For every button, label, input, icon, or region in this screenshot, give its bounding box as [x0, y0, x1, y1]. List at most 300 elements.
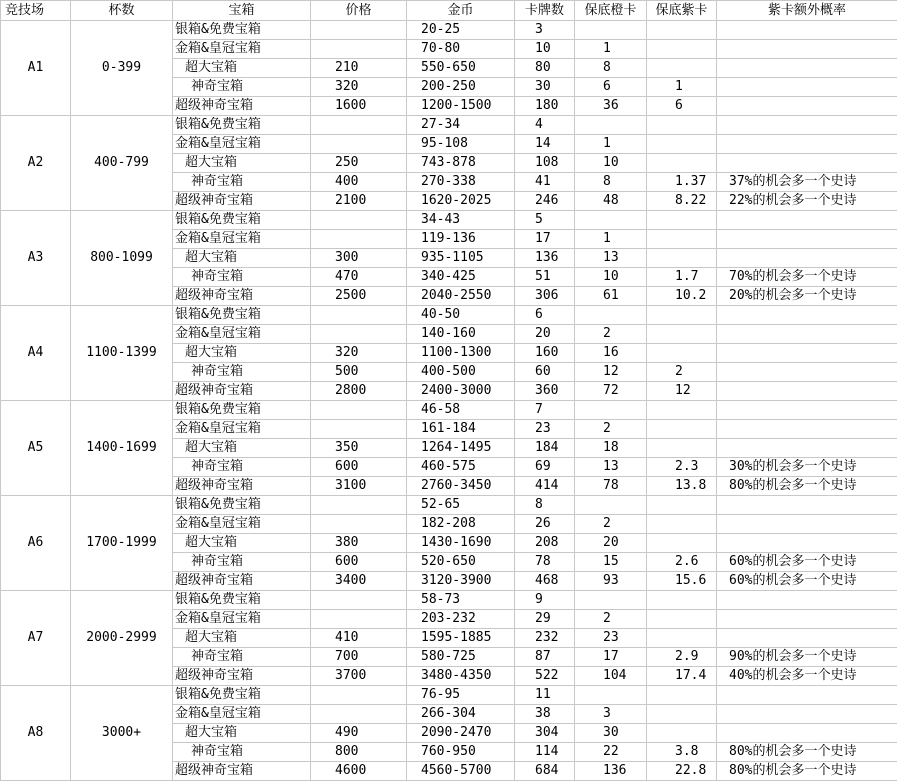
cards-cell: 9 — [515, 591, 575, 610]
extra-cell — [717, 610, 897, 629]
table-row — [1, 306, 897, 325]
orange-cell: 104 — [575, 667, 647, 686]
box-cell: 金箱&皇冠宝箱 — [173, 230, 311, 249]
purple-cell — [647, 686, 717, 705]
box-cell: 超大宝箱 — [173, 344, 311, 363]
extra-cell — [717, 135, 897, 154]
cards-cell: 60 — [515, 363, 575, 382]
table-row — [1, 496, 897, 515]
price-cell — [311, 306, 407, 325]
gold-cell: 34-43 — [407, 211, 515, 230]
gold-cell: 2040-2550 — [407, 287, 515, 306]
gold-cell: 161-184 — [407, 420, 515, 439]
purple-cell — [647, 211, 717, 230]
purple-cell — [647, 629, 717, 648]
cards-cell: 306 — [515, 287, 575, 306]
extra-cell — [717, 211, 897, 230]
price-cell — [311, 116, 407, 135]
orange-cell — [575, 306, 647, 325]
purple-cell — [647, 249, 717, 268]
gold-cell: 935-1105 — [407, 249, 515, 268]
extra-cell — [717, 154, 897, 173]
box-cell: 银箱&免费宝箱 — [173, 116, 311, 135]
extra-cell — [717, 591, 897, 610]
gold-cell: 3480-4350 — [407, 667, 515, 686]
box-cell: 金箱&皇冠宝箱 — [173, 420, 311, 439]
orange-cell — [575, 211, 647, 230]
extra-cell: 80%的机会多一个史诗 — [717, 762, 897, 781]
box-cell: 金箱&皇冠宝箱 — [173, 40, 311, 59]
purple-cell: 2 — [647, 363, 717, 382]
price-cell: 250 — [311, 154, 407, 173]
cups-cell: 1100-1399 — [71, 306, 173, 401]
header-arena: 竞技场 — [1, 1, 71, 21]
box-cell: 银箱&免费宝箱 — [173, 211, 311, 230]
orange-cell: 12 — [575, 363, 647, 382]
box-cell: 金箱&皇冠宝箱 — [173, 610, 311, 629]
purple-cell: 2.6 — [647, 553, 717, 572]
extra-cell: 40%的机会多一个史诗 — [717, 667, 897, 686]
box-cell: 神奇宝箱 — [173, 648, 311, 667]
cards-cell: 51 — [515, 268, 575, 287]
orange-cell: 22 — [575, 743, 647, 762]
arena-cell: A7 — [1, 591, 71, 686]
gold-cell: 4560-5700 — [407, 762, 515, 781]
price-cell — [311, 515, 407, 534]
extra-cell — [717, 306, 897, 325]
cups-cell: 3000+ — [71, 686, 173, 781]
arena-cell: A6 — [1, 496, 71, 591]
orange-cell: 13 — [575, 458, 647, 477]
box-cell: 神奇宝箱 — [173, 553, 311, 572]
box-cell: 超级神奇宝箱 — [173, 192, 311, 211]
box-cell: 超大宝箱 — [173, 59, 311, 78]
purple-cell: 2.9 — [647, 648, 717, 667]
purple-cell: 13.8 — [647, 477, 717, 496]
cups-cell: 800-1099 — [71, 211, 173, 306]
extra-cell — [717, 420, 897, 439]
extra-cell — [717, 325, 897, 344]
cards-cell: 180 — [515, 97, 575, 116]
purple-cell — [647, 705, 717, 724]
gold-cell: 27-34 — [407, 116, 515, 135]
header-price: 价格 — [311, 1, 407, 21]
box-cell: 超级神奇宝箱 — [173, 477, 311, 496]
header-extra: 紫卡额外概率 — [717, 1, 897, 21]
purple-cell: 1 — [647, 78, 717, 97]
orange-cell: 2 — [575, 515, 647, 534]
cards-cell: 69 — [515, 458, 575, 477]
cards-cell: 468 — [515, 572, 575, 591]
price-cell: 1600 — [311, 97, 407, 116]
box-cell: 金箱&皇冠宝箱 — [173, 135, 311, 154]
purple-cell — [647, 439, 717, 458]
gold-cell: 1200-1500 — [407, 97, 515, 116]
extra-cell — [717, 40, 897, 59]
box-cell: 超大宝箱 — [173, 154, 311, 173]
price-cell — [311, 496, 407, 515]
arena-cell: A2 — [1, 116, 71, 211]
orange-cell: 8 — [575, 173, 647, 192]
box-cell: 银箱&免费宝箱 — [173, 496, 311, 515]
cards-cell: 80 — [515, 59, 575, 78]
price-cell — [311, 230, 407, 249]
purple-cell — [647, 724, 717, 743]
purple-cell — [647, 496, 717, 515]
orange-cell: 48 — [575, 192, 647, 211]
gold-cell: 95-108 — [407, 135, 515, 154]
arena-cell: A8 — [1, 686, 71, 781]
price-cell: 4600 — [311, 762, 407, 781]
cards-cell: 26 — [515, 515, 575, 534]
extra-cell: 80%的机会多一个史诗 — [717, 477, 897, 496]
purple-cell: 1.7 — [647, 268, 717, 287]
orange-cell: 3 — [575, 705, 647, 724]
box-cell: 神奇宝箱 — [173, 458, 311, 477]
box-cell: 超大宝箱 — [173, 534, 311, 553]
box-cell: 神奇宝箱 — [173, 363, 311, 382]
cards-cell: 7 — [515, 401, 575, 420]
box-cell: 银箱&免费宝箱 — [173, 401, 311, 420]
gold-cell: 1595-1885 — [407, 629, 515, 648]
price-cell: 3100 — [311, 477, 407, 496]
gold-cell: 119-136 — [407, 230, 515, 249]
box-cell: 神奇宝箱 — [173, 743, 311, 762]
extra-cell: 90%的机会多一个史诗 — [717, 648, 897, 667]
purple-cell: 12 — [647, 382, 717, 401]
orange-cell: 2 — [575, 325, 647, 344]
cards-cell: 414 — [515, 477, 575, 496]
orange-cell: 10 — [575, 268, 647, 287]
gold-cell: 200-250 — [407, 78, 515, 97]
price-cell — [311, 325, 407, 344]
purple-cell — [647, 40, 717, 59]
orange-cell: 72 — [575, 382, 647, 401]
cards-cell: 20 — [515, 325, 575, 344]
extra-cell — [717, 116, 897, 135]
box-cell: 金箱&皇冠宝箱 — [173, 325, 311, 344]
price-cell — [311, 686, 407, 705]
arena-cell: A3 — [1, 211, 71, 306]
orange-cell: 16 — [575, 344, 647, 363]
header-cards: 卡牌数 — [515, 1, 575, 21]
box-cell: 银箱&免费宝箱 — [173, 686, 311, 705]
purple-cell — [647, 534, 717, 553]
box-cell: 超级神奇宝箱 — [173, 572, 311, 591]
header-cups: 杯数 — [71, 1, 173, 21]
extra-cell — [717, 724, 897, 743]
gold-cell: 182-208 — [407, 515, 515, 534]
orange-cell: 1 — [575, 230, 647, 249]
gold-cell: 2090-2470 — [407, 724, 515, 743]
orange-cell: 2 — [575, 420, 647, 439]
orange-cell — [575, 591, 647, 610]
orange-cell: 61 — [575, 287, 647, 306]
purple-cell: 8.22 — [647, 192, 717, 211]
header-gold: 金币 — [407, 1, 515, 21]
purple-cell — [647, 420, 717, 439]
gold-cell: 550-650 — [407, 59, 515, 78]
orange-cell — [575, 116, 647, 135]
orange-cell — [575, 21, 647, 40]
cards-cell: 232 — [515, 629, 575, 648]
extra-cell — [717, 515, 897, 534]
price-cell: 300 — [311, 249, 407, 268]
price-cell — [311, 401, 407, 420]
extra-cell — [717, 439, 897, 458]
cards-cell: 208 — [515, 534, 575, 553]
extra-cell — [717, 97, 897, 116]
box-cell: 超大宝箱 — [173, 629, 311, 648]
cards-cell: 184 — [515, 439, 575, 458]
orange-cell: 30 — [575, 724, 647, 743]
price-cell: 3400 — [311, 572, 407, 591]
purple-cell — [647, 135, 717, 154]
gold-cell: 40-50 — [407, 306, 515, 325]
box-cell: 超级神奇宝箱 — [173, 382, 311, 401]
header-orange: 保底橙卡 — [575, 1, 647, 21]
price-cell — [311, 21, 407, 40]
cards-cell: 17 — [515, 230, 575, 249]
orange-cell: 136 — [575, 762, 647, 781]
extra-cell — [717, 249, 897, 268]
price-cell: 3700 — [311, 667, 407, 686]
extra-cell: 70%的机会多一个史诗 — [717, 268, 897, 287]
orange-cell: 1 — [575, 135, 647, 154]
arena-cell: A4 — [1, 306, 71, 401]
box-cell: 超大宝箱 — [173, 249, 311, 268]
cards-cell: 78 — [515, 553, 575, 572]
cards-cell: 8 — [515, 496, 575, 515]
extra-cell: 37%的机会多一个史诗 — [717, 173, 897, 192]
box-cell: 超大宝箱 — [173, 724, 311, 743]
cards-cell: 522 — [515, 667, 575, 686]
price-cell: 210 — [311, 59, 407, 78]
box-cell: 神奇宝箱 — [173, 268, 311, 287]
box-cell: 超级神奇宝箱 — [173, 97, 311, 116]
gold-cell: 1100-1300 — [407, 344, 515, 363]
cards-cell: 160 — [515, 344, 575, 363]
gold-cell: 140-160 — [407, 325, 515, 344]
gold-cell: 1620-2025 — [407, 192, 515, 211]
orange-cell: 2 — [575, 610, 647, 629]
box-cell: 金箱&皇冠宝箱 — [173, 705, 311, 724]
price-cell — [311, 40, 407, 59]
price-cell — [311, 610, 407, 629]
header-row — [1, 1, 897, 21]
box-cell: 超级神奇宝箱 — [173, 667, 311, 686]
purple-cell: 17.4 — [647, 667, 717, 686]
cards-cell: 4 — [515, 116, 575, 135]
cards-cell: 38 — [515, 705, 575, 724]
price-cell — [311, 420, 407, 439]
orange-cell: 36 — [575, 97, 647, 116]
purple-cell — [647, 401, 717, 420]
extra-cell — [717, 382, 897, 401]
cards-cell: 41 — [515, 173, 575, 192]
cards-cell: 3 — [515, 21, 575, 40]
cards-cell: 136 — [515, 249, 575, 268]
price-cell: 2800 — [311, 382, 407, 401]
extra-cell: 80%的机会多一个史诗 — [717, 743, 897, 762]
extra-cell: 22%的机会多一个史诗 — [717, 192, 897, 211]
purple-cell: 6 — [647, 97, 717, 116]
price-cell: 470 — [311, 268, 407, 287]
gold-cell: 20-25 — [407, 21, 515, 40]
table-row — [1, 591, 897, 610]
price-cell: 490 — [311, 724, 407, 743]
gold-cell: 520-650 — [407, 553, 515, 572]
cards-cell: 30 — [515, 78, 575, 97]
extra-cell — [717, 230, 897, 249]
gold-cell: 3120-3900 — [407, 572, 515, 591]
extra-cell — [717, 686, 897, 705]
table-row — [1, 116, 897, 135]
purple-cell: 22.8 — [647, 762, 717, 781]
extra-cell — [717, 363, 897, 382]
price-cell — [311, 211, 407, 230]
box-cell: 超级神奇宝箱 — [173, 287, 311, 306]
cards-cell: 108 — [515, 154, 575, 173]
cards-cell: 246 — [515, 192, 575, 211]
gold-cell: 270-338 — [407, 173, 515, 192]
box-cell: 金箱&皇冠宝箱 — [173, 515, 311, 534]
cards-cell: 684 — [515, 762, 575, 781]
orange-cell: 23 — [575, 629, 647, 648]
box-cell: 超大宝箱 — [173, 439, 311, 458]
price-cell — [311, 135, 407, 154]
price-cell: 600 — [311, 458, 407, 477]
price-cell: 320 — [311, 78, 407, 97]
purple-cell — [647, 59, 717, 78]
orange-cell: 17 — [575, 648, 647, 667]
gold-cell: 2400-3000 — [407, 382, 515, 401]
gold-cell: 743-878 — [407, 154, 515, 173]
box-cell: 超级神奇宝箱 — [173, 762, 311, 781]
price-cell: 380 — [311, 534, 407, 553]
table-header — [1, 1, 897, 21]
box-cell: 银箱&免费宝箱 — [173, 306, 311, 325]
cards-cell: 304 — [515, 724, 575, 743]
orange-cell: 13 — [575, 249, 647, 268]
box-cell: 神奇宝箱 — [173, 173, 311, 192]
gold-cell: 2760-3450 — [407, 477, 515, 496]
extra-cell — [717, 534, 897, 553]
cards-cell: 10 — [515, 40, 575, 59]
gold-cell: 340-425 — [407, 268, 515, 287]
purple-cell — [647, 21, 717, 40]
orange-cell: 15 — [575, 553, 647, 572]
gold-cell: 76-95 — [407, 686, 515, 705]
extra-cell — [717, 344, 897, 363]
purple-cell: 2.3 — [647, 458, 717, 477]
gold-cell: 400-500 — [407, 363, 515, 382]
price-cell: 600 — [311, 553, 407, 572]
cards-cell: 23 — [515, 420, 575, 439]
gold-cell: 203-232 — [407, 610, 515, 629]
purple-cell — [647, 116, 717, 135]
price-cell: 400 — [311, 173, 407, 192]
gold-cell: 70-80 — [407, 40, 515, 59]
box-cell: 银箱&免费宝箱 — [173, 21, 311, 40]
box-cell: 银箱&免费宝箱 — [173, 591, 311, 610]
extra-cell: 30%的机会多一个史诗 — [717, 458, 897, 477]
cards-cell: 11 — [515, 686, 575, 705]
extra-cell — [717, 705, 897, 724]
price-cell: 500 — [311, 363, 407, 382]
purple-cell — [647, 515, 717, 534]
cards-cell: 5 — [515, 211, 575, 230]
purple-cell: 15.6 — [647, 572, 717, 591]
gold-cell: 580-725 — [407, 648, 515, 667]
cards-cell: 29 — [515, 610, 575, 629]
gold-cell: 266-304 — [407, 705, 515, 724]
price-cell: 700 — [311, 648, 407, 667]
gold-cell: 1264-1495 — [407, 439, 515, 458]
purple-cell — [647, 325, 717, 344]
orange-cell: 6 — [575, 78, 647, 97]
table-body — [1, 21, 897, 781]
purple-cell — [647, 591, 717, 610]
cards-cell: 114 — [515, 743, 575, 762]
orange-cell: 78 — [575, 477, 647, 496]
orange-cell: 20 — [575, 534, 647, 553]
gold-cell: 58-73 — [407, 591, 515, 610]
purple-cell — [647, 154, 717, 173]
gold-cell: 52-65 — [407, 496, 515, 515]
price-cell — [311, 705, 407, 724]
purple-cell — [647, 306, 717, 325]
cups-cell: 0-399 — [71, 21, 173, 116]
gold-cell: 1430-1690 — [407, 534, 515, 553]
extra-cell: 20%的机会多一个史诗 — [717, 287, 897, 306]
extra-cell — [717, 78, 897, 97]
orange-cell — [575, 401, 647, 420]
orange-cell — [575, 686, 647, 705]
extra-cell — [717, 629, 897, 648]
cups-cell: 1700-1999 — [71, 496, 173, 591]
orange-cell: 93 — [575, 572, 647, 591]
purple-cell: 10.2 — [647, 287, 717, 306]
orange-cell: 8 — [575, 59, 647, 78]
price-cell: 2100 — [311, 192, 407, 211]
arena-cell: A1 — [1, 21, 71, 116]
table-row — [1, 21, 897, 40]
purple-cell: 3.8 — [647, 743, 717, 762]
cards-cell: 14 — [515, 135, 575, 154]
purple-cell — [647, 230, 717, 249]
orange-cell: 18 — [575, 439, 647, 458]
price-cell: 800 — [311, 743, 407, 762]
purple-cell — [647, 344, 717, 363]
price-cell: 2500 — [311, 287, 407, 306]
cards-cell: 6 — [515, 306, 575, 325]
cards-cell: 87 — [515, 648, 575, 667]
orange-cell — [575, 496, 647, 515]
gold-cell: 46-58 — [407, 401, 515, 420]
cards-cell: 360 — [515, 382, 575, 401]
extra-cell — [717, 401, 897, 420]
table-row — [1, 401, 897, 420]
extra-cell — [717, 21, 897, 40]
orange-cell: 1 — [575, 40, 647, 59]
price-cell — [311, 591, 407, 610]
header-purple: 保底紫卡 — [647, 1, 717, 21]
purple-cell: 1.37 — [647, 173, 717, 192]
gold-cell: 760-950 — [407, 743, 515, 762]
price-cell: 350 — [311, 439, 407, 458]
purple-cell — [647, 610, 717, 629]
